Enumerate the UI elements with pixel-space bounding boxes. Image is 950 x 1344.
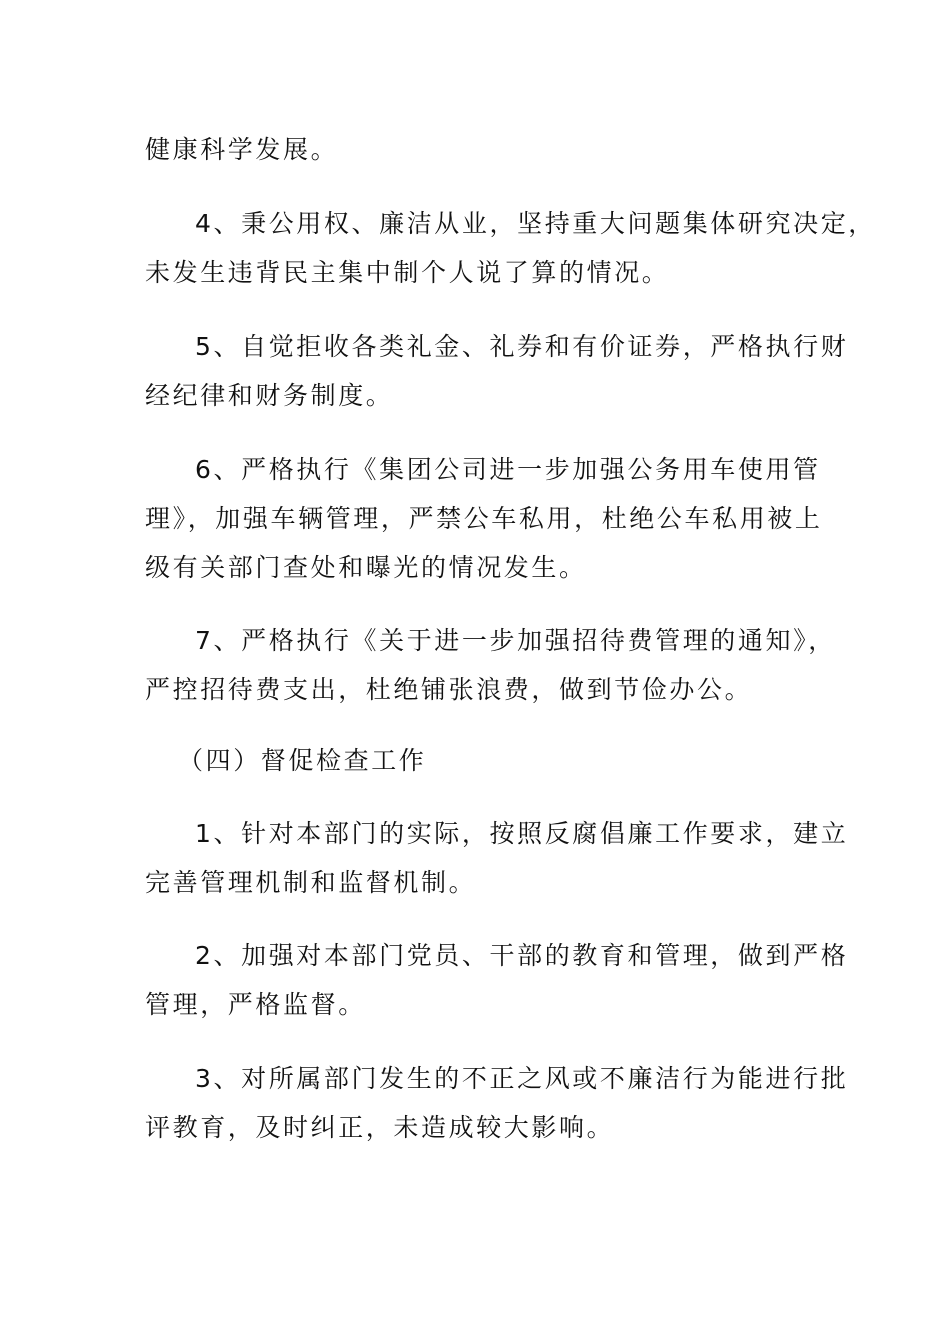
paragraph-line: 理》，加强车辆管理，严禁公车私用，杜绝公车私用被上 bbox=[145, 504, 823, 533]
paragraph-line: 7、严格执行《关于进一步加强招待费管理的通知》， bbox=[195, 626, 836, 655]
paragraph-line: 健康科学发展。 bbox=[145, 135, 339, 164]
paragraph-line: 评教育，及时纠正，未造成较大影响。 bbox=[145, 1113, 615, 1142]
paragraph-line: 经纪律和财务制度。 bbox=[145, 381, 394, 410]
paragraph-line: 2、加强对本部门党员、干部的教育和管理，做到严格 bbox=[195, 941, 849, 970]
paragraph-line: 未发生违背民主集中制个人说了算的情况。 bbox=[145, 258, 670, 287]
paragraph-line: 3、对所属部门发生的不正之风或不廉洁行为能进行批 bbox=[195, 1064, 849, 1093]
section-heading: （四）督促检查工作 bbox=[178, 746, 427, 775]
paragraph-line: 管理，严格监督。 bbox=[145, 990, 366, 1019]
paragraph-line: 级有关部门查处和曝光的情况发生。 bbox=[145, 553, 587, 582]
paragraph-line: 严控招待费支出，杜绝铺张浪费，做到节俭办公。 bbox=[145, 675, 753, 704]
paragraph-line: 完善管理机制和监督机制。 bbox=[145, 868, 477, 897]
paragraph-line: 4、秉公用权、廉洁从业，坚持重大问题集体研究决定， bbox=[195, 209, 876, 238]
paragraph-line: 6、严格执行《集团公司进一步加强公务用车使用管 bbox=[195, 455, 821, 484]
paragraph-line: 5、自觉拒收各类礼金、礼券和有价证券，严格执行财 bbox=[195, 332, 849, 361]
paragraph-line: 1、针对本部门的实际，按照反腐倡廉工作要求，建立 bbox=[195, 819, 849, 848]
